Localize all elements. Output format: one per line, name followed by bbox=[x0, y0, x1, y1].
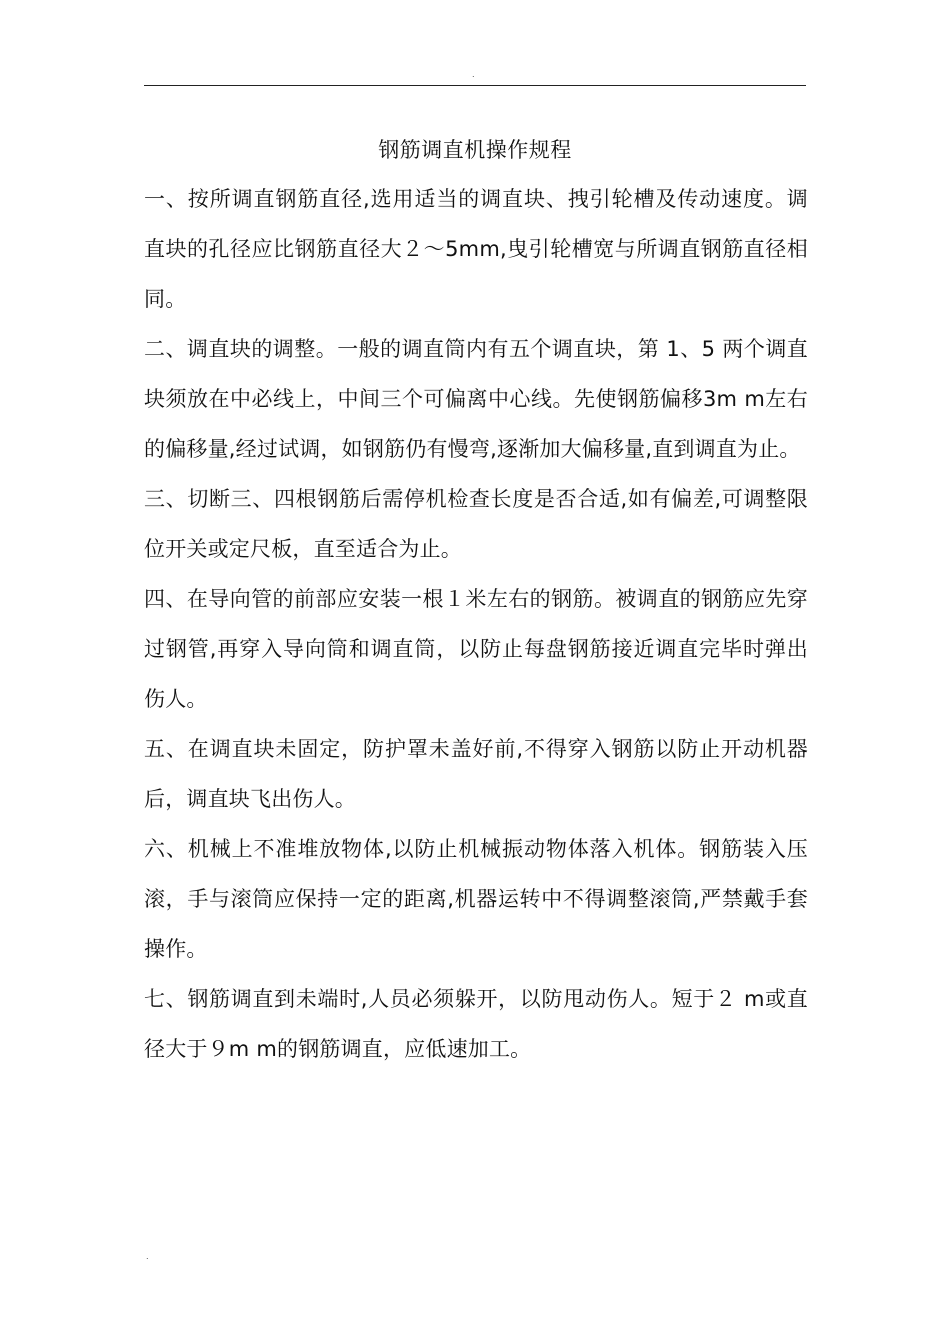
paragraph-5: 五、在调直块未固定，防护罩未盖好前,不得穿入钢筋以防止开动机器后，调直块飞出伤人。 bbox=[144, 737, 808, 811]
paragraph-6: 六、机械上不准堆放物体,以防止机械振动物体落入机体。钢筋装入压滚，手与滚筒应保持一定的距离,机器运转中不得调整滚筒,严禁戴手套操作。 bbox=[144, 837, 808, 961]
document-title: 钢筋调直机操作规程 bbox=[378, 138, 572, 162]
header-mark: . bbox=[472, 70, 475, 79]
header-rule bbox=[144, 85, 806, 86]
paragraph-3: 三、切断三、四根钢筋后需停机检查长度是否合适,如有偏差,可调整限位开关或定尺板，直至适合为止。 bbox=[144, 487, 808, 561]
paragraph-2: 二、调直块的调整。一般的调直筒内有五个调直块，第 1、5 两个调直块须放在中必线上，中间三个可偏离中心线。先使钢筋偏移3m m左右的偏移量,经过试调，如钢筋仍有慢弯,逐渐加大偏移量,直到调直为止。 bbox=[144, 337, 808, 461]
paragraph-1: 一、按所调直钢筋直径,选用适当的调直块、拽引轮槽及传动速度。调直块的孔径应比钢筋直径大２～5mm,曳引轮槽宽与所调直钢筋直径相同。 bbox=[144, 187, 808, 311]
footer-mark: . bbox=[146, 1252, 149, 1261]
paragraph-4: 四、在导向管的前部应安装一根１米左右的钢筋。被调直的钢筋应先穿过钢管,再穿入导向筒和调直筒，以防止每盘钢筋接近调直完毕时弹出伤人。 bbox=[144, 587, 808, 711]
document-body bbox=[144, 174, 808, 1074]
paragraph-7: 七、钢筋调直到未端时,人员必须躲开，以防甩动伤人。短于２ m或直径大于９m m的钢筋调直，应低速加工。 bbox=[144, 987, 808, 1061]
